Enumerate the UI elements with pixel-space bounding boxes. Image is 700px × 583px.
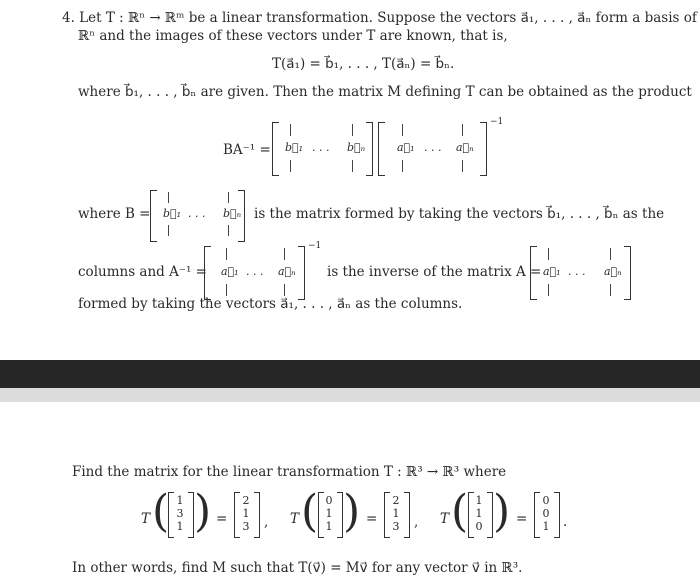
bn-label: b⃗ₙ (223, 207, 242, 220)
output-vector-3-entry: 1 (542, 520, 550, 533)
t-symbol: T (141, 511, 151, 527)
divider-shadow (0, 388, 700, 402)
inverse-exponent: −1 (308, 241, 322, 251)
b1-label: b⃗₁ (163, 207, 182, 220)
bracket-right (238, 190, 245, 242)
bracket-right (404, 492, 410, 538)
bracket-left (378, 122, 385, 176)
t-symbol: T (440, 511, 450, 527)
output-vector-3-entry: 0 (542, 494, 550, 507)
an-label: a⃗ₙ (604, 265, 622, 278)
bracket-right (366, 122, 373, 176)
question-in-other-words: In other words, find M such that T(v⃗) = Mv⃗ for any vector v⃗ in ℝ³. (72, 560, 523, 576)
an-label: a⃗ₙ (278, 265, 296, 278)
bracket-left (204, 246, 211, 300)
output-vector-1-entry: 2 (242, 494, 250, 507)
bracket-right (624, 246, 631, 300)
equals-sign: = (216, 511, 228, 527)
input-vector-1-entry: 3 (176, 507, 184, 520)
equals-sign: = (366, 511, 378, 527)
problem-line-3: where b⃗₁, . . . , b⃗ₙ are given. Then the matrix M defining T can be obtained as the product (78, 84, 692, 100)
output-vector-2-entry: 3 (392, 520, 400, 533)
where-b-rest: is the matrix formed by taking the vectors b⃗₁, . . . , b⃗ₙ as the (254, 206, 665, 222)
formed-line: formed by taking the vectors a⃗₁, . . . , a⃗ₙ as the columns. (78, 296, 463, 312)
input-vector-2-entry: 1 (325, 520, 333, 533)
comma: , (264, 514, 269, 530)
output-vector-2-entry: 2 (392, 494, 400, 507)
bracket-right (298, 246, 305, 300)
bracket-left (530, 246, 537, 300)
input-vector-3-entry: 1 (475, 494, 483, 507)
bracket-left (150, 190, 157, 242)
paren-right: ) (493, 486, 511, 537)
columns-rest: is the inverse of the matrix A = (327, 264, 542, 280)
equals-sign: = (516, 511, 528, 527)
output-vector-3-entry: 0 (542, 507, 550, 520)
input-vector-3-entry: 0 (475, 520, 483, 533)
a1-label: a⃗₁ (221, 265, 239, 278)
an-label: a⃗ₙ (456, 141, 474, 154)
equation-1: T(a⃗₁) = b⃗₁, . . . , T(a⃗ₙ) = b⃗ₙ. (272, 56, 455, 72)
inverse-exponent: −1 (490, 117, 504, 127)
problem-line-2: ℝⁿ and the images of these vectors under T are known, that is, (78, 28, 508, 44)
paren-right: ) (343, 486, 361, 537)
b1-label: b⃗₁ (285, 141, 304, 154)
a1-label: a⃗₁ (397, 141, 415, 154)
paren-right: ) (194, 486, 212, 537)
question-find: Find the matrix for the linear transformation T : ℝ³ → ℝ³ where (72, 464, 507, 480)
bracket-left (272, 122, 279, 176)
where-b-label: where B = (78, 206, 151, 222)
dots: · · · (424, 144, 442, 157)
paren-left: ( (451, 486, 469, 537)
input-vector-2-entry: 0 (325, 494, 333, 507)
bracket-right (480, 122, 487, 176)
a1-label: a⃗₁ (543, 265, 561, 278)
dots: · · · (246, 268, 264, 281)
output-vector-2-entry: 1 (392, 507, 400, 520)
comma: , (414, 514, 419, 530)
output-vector-1-entry: 1 (242, 507, 250, 520)
dots: · · · (568, 268, 586, 281)
bracket-right (254, 492, 260, 538)
columns-and-label: columns and A⁻¹ = (78, 264, 207, 280)
dots: · · · (188, 210, 206, 223)
bracket-right (554, 492, 560, 538)
paren-left: ( (301, 486, 319, 537)
period: . (563, 514, 568, 530)
product-lhs: BA⁻¹ = (223, 142, 271, 158)
dots: · · · (312, 144, 330, 157)
input-vector-3-entry: 1 (475, 507, 483, 520)
section-divider (0, 360, 700, 388)
input-vector-1-entry: 1 (176, 520, 184, 533)
bn-label: b⃗ₙ (347, 141, 366, 154)
paren-left: ( (152, 486, 170, 537)
input-vector-1-entry: 1 (176, 494, 184, 507)
input-vector-2-entry: 1 (325, 507, 333, 520)
output-vector-1-entry: 3 (242, 520, 250, 533)
problem-line-1: 4. Let T : ℝⁿ → ℝᵐ be a linear transformation. Suppose the vectors a⃗₁, . . . , a⃗ₙ form a basis of (62, 10, 697, 26)
t-symbol: T (290, 511, 300, 527)
